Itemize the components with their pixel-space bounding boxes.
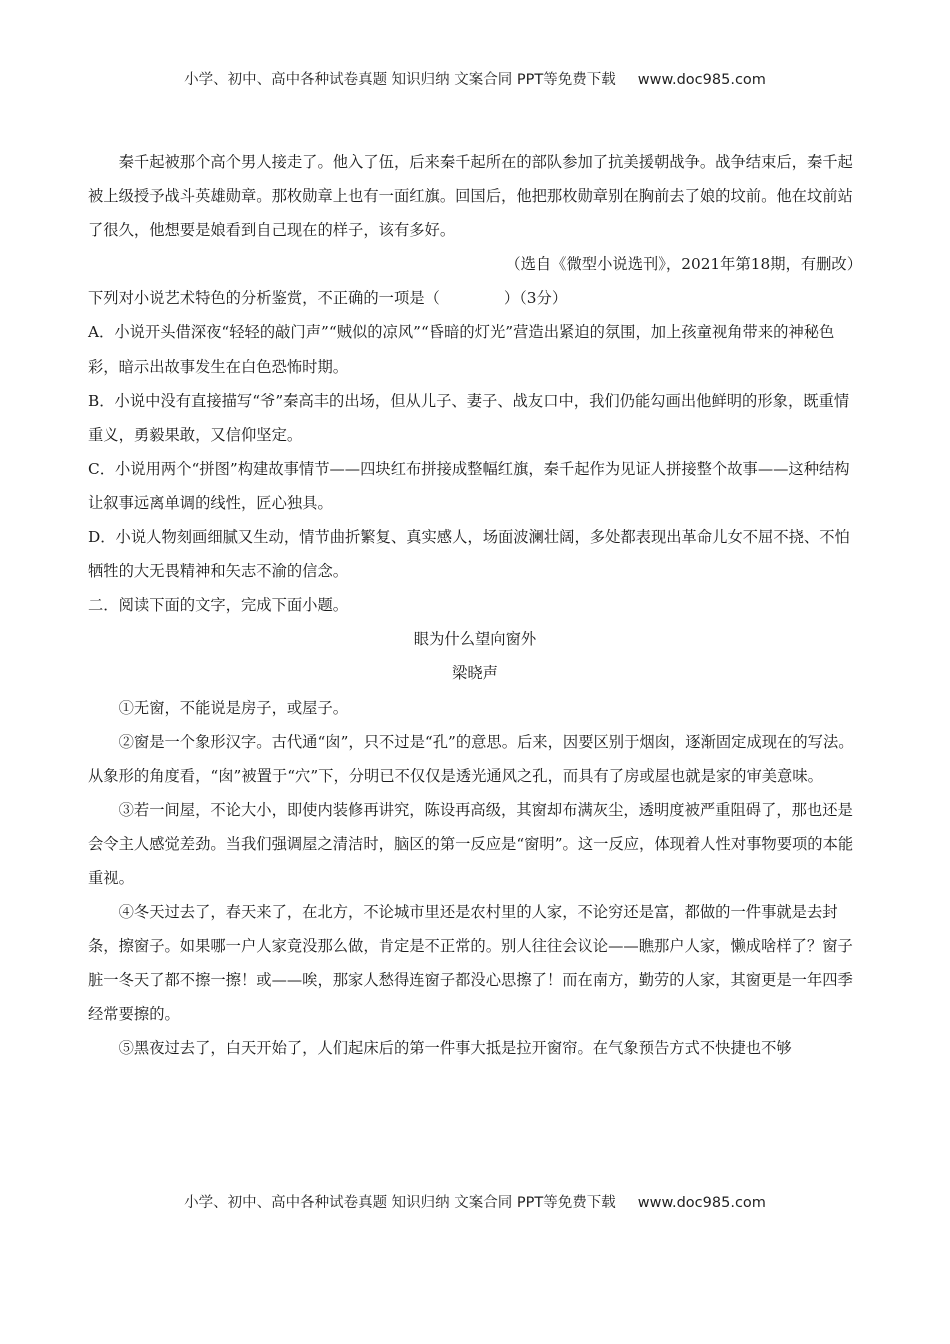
article-paragraph-5: ⑤黑夜过去了，白天开始了，人们起床后的第一件事大抵是拉开窗帘。在气象预告方式不快捷也不够 bbox=[118, 1039, 792, 1058]
section-heading: 二．阅读下面的文字，完成下面小题。 bbox=[88, 596, 349, 615]
option-d: D．小说人物刻画细腻又生动，情节曲折繁复、真实感人，场面波澜壮阔，多处都表现出革命儿女不屈不挠、不怕牺牲的大无畏精神和矢志不渝的信念。 bbox=[88, 528, 850, 581]
passage-end-paragraph: 秦千起被那个高个男人接走了。他入了伍，后来秦千起所在的部队参加了抗美援朝战争。战争结束后，秦千起被上级授予战斗英雄勋章。那枚勋章上也有一面红旗。回国后，他把那枚勋章别在胸前去了娘的坟前。他在坟前站了很久，他想要是娘看到自己现在的样子，该有多好。 bbox=[88, 153, 853, 240]
header-site-link[interactable]: www.doc985.com bbox=[637, 72, 766, 88]
article-author: 梁晓声 bbox=[452, 664, 498, 683]
question-stem-text: 下列对小说艺术特色的分析鉴赏，不正确的一项是（ bbox=[88, 289, 440, 308]
article-paragraph-2: ②窗是一个象形汉字。古代通“囱”，只不过是“孔”的意思。后来，因要区别于烟囱，逐渐固定成现在的写法。从象形的角度看，“囱”被置于“穴”下，分明已不仅仅是透光通风之孔，而具有了房或屋也就是家的审美意味。 bbox=[88, 732, 854, 785]
option-b: B．小说中没有直接描写“爷”秦高丰的出场，但从儿子、妻子、战友口中，我们仍能勾画出他鲜明的形象，既重情重义，勇毅果敢，又信仰坚定。 bbox=[88, 391, 850, 444]
option-c: C．小说用两个“拼图”构建故事情节——四块红布拼接成整幅红旗，秦千起作为见证人拼接整个故事——这种结构让叙事远离单调的线性，匠心独具。 bbox=[88, 459, 850, 512]
article-paragraph-4: ④冬天过去了，春天来了，在北方，不论城市里还是农村里的人家，不论穷还是富，都做的一件事就是去封条，擦窗子。如果哪一户人家竟没那么做，肯定是不正常的。别人往往会议论——瞧那户人家，懒成啥样了？窗子脏一冬天了都不擦一擦！或——唉，那家人愁得连窗子都没心思擦了！而在南方，勤劳的人家，其窗更是一年四季经常要擦的。 bbox=[88, 903, 853, 1024]
footer-site-link[interactable]: www.doc985.com bbox=[637, 1195, 766, 1211]
article-paragraph-3: ③若一间屋，不论大小，即使内装修再讲究，陈设再高级，其窗却布满灰尘，透明度被严重阻碍了，那也还是会令主人感觉差劲。当我们强调屋之清洁时，脑区的第一反应是“窗明”。这一反应，体现着人性对事物要项的本能重视。 bbox=[88, 800, 854, 887]
question-score: ）（3分） bbox=[503, 289, 568, 308]
page-header bbox=[0, 68, 950, 89]
footer-text: 小学、初中、高中各种试卷真题 知识归纳 文案合同 PPT等免费下载 bbox=[184, 1195, 616, 1211]
question-stem bbox=[88, 281, 862, 315]
article-title: 眼为什么望向窗外 bbox=[413, 630, 537, 649]
passage-source: （选自《微型小说选刊》，2021年第18期，有删改） bbox=[505, 255, 862, 274]
article-paragraph-1: ①无窗，不能说是房子，或屋子。 bbox=[118, 698, 349, 717]
document-body bbox=[88, 145, 862, 1066]
option-a: A．小说开头借深夜“轻轻的敲门声”“贼似的凉风”“昏暗的灯光”营造出紧迫的氛围，加上孩童视角带来的神秘色彩，暗示出故事发生在白色恐怖时期。 bbox=[88, 323, 835, 376]
page-footer bbox=[0, 1191, 950, 1212]
header-text: 小学、初中、高中各种试卷真题 知识归纳 文案合同 PPT等免费下载 bbox=[184, 72, 616, 88]
